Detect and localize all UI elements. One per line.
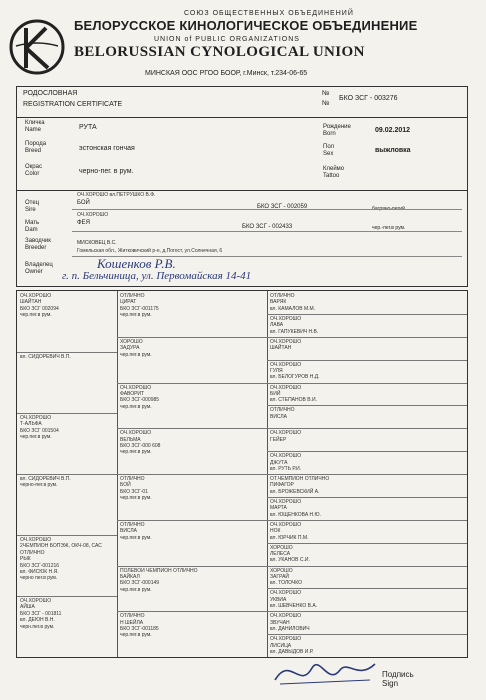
- header-line1: СОЮЗ ОБЩЕСТВЕННЫХ ОБЪЕДИНЕНИЙ: [184, 10, 354, 17]
- birth-label: Рождение Born: [323, 124, 351, 137]
- breeder-label: Заводчик Breeder: [25, 238, 51, 251]
- pedigree-cell-c1-2: [20, 415, 114, 472]
- pedigree-entry: ХОРОШО ЗАДУРА: [120, 338, 143, 352]
- pedigree-entry: ОТЛИЧНО ВИСЛА: [270, 407, 295, 420]
- pedigree-cell-c1-5: [20, 598, 114, 655]
- pedigree-cell-c1-4: [20, 537, 114, 594]
- cert-no-label: №: [322, 90, 330, 97]
- pedigree-owner: вл. ШЕВЧЕНКО В.А.: [270, 603, 318, 610]
- pedigree-owner: чер.пег.в рум.: [20, 434, 52, 441]
- header-line4: BELORUSSIAN CYNOLOGICAL UNION: [74, 44, 365, 60]
- sign-label: Подпись Sign: [382, 670, 414, 688]
- pedigree-cell-c1-3: [20, 476, 114, 533]
- pedigree-row-line: [267, 428, 467, 429]
- pedigree-cell-c2-7: [120, 613, 264, 655]
- pedigree-entry: ОТ.ЧЕМПИОН ОТЛИЧНО ПИФАГОР: [270, 476, 330, 489]
- pedigree-owner: вл. СТЕПАНОВ В.И.: [270, 397, 317, 404]
- pedigree-entry: ОЧ.ХОРОШО Т-АЛЬФА БКО ЗСГ 001504: [20, 415, 59, 434]
- breed-label: Порода Breed: [25, 141, 47, 154]
- bku-logo-icon: [8, 16, 66, 78]
- dam-number: БКО ЗСГ - 002433: [242, 224, 293, 230]
- owner-handwritten-name: Кошенков Р.В.: [97, 256, 176, 271]
- pedigree-entry: ОЧ.ХОРОШО ВЕЛЬМА БКО ЗСГ-000 608: [120, 430, 161, 450]
- pedigree-owner: вл. ЮЩЕНКОВА Н.Ю.: [270, 511, 322, 518]
- pedigree-row-line: [117, 428, 267, 429]
- pedigree-owner: вл. КАМАЛОВ М.М.: [270, 305, 316, 312]
- pedigree-cell-c3-6: [270, 430, 464, 449]
- sire-label: Отец Sire: [25, 200, 40, 213]
- pedigree-table: [16, 290, 468, 658]
- dog-sex: выжловка: [375, 147, 411, 154]
- pedigree-owner: чер.пег.в рум.: [120, 312, 152, 319]
- sire-number: БКО ЗСГ - 002059: [257, 204, 308, 210]
- pedigree-row-line: [17, 352, 117, 353]
- pedigree-cell-c3-10: [270, 522, 464, 541]
- pedigree-row-line: [117, 474, 267, 475]
- pedigree-owner: чер.пег.в рум.: [120, 632, 152, 639]
- cert-number: БКО ЗСГ - 003276: [339, 95, 398, 102]
- pedigree-owner: вл. ЮРЧИК П.М.: [270, 534, 309, 541]
- pedigree-owner: чер.пег.в рум.: [120, 586, 152, 593]
- pedigree-cell-c2-0: [120, 293, 264, 335]
- pedigree-cell-c1-0: [20, 293, 114, 350]
- name-label: Кличка Name: [25, 120, 45, 133]
- pedigree-cell-c3-0: [270, 293, 464, 312]
- pedigree-cell-c3-11: [270, 545, 464, 564]
- pedigree-row-line: [267, 451, 467, 452]
- sire-line: [72, 209, 462, 210]
- pedigree-cell-c2-3: [120, 430, 264, 472]
- pedigree-cell-c2-6: [120, 568, 264, 610]
- pedigree-cell-c2-1: [120, 339, 264, 381]
- dam-name: ФЕЯ: [77, 220, 90, 226]
- cert-title-en: REGISTRATION CERTIFICATE: [23, 101, 123, 108]
- pedigree-row-line: [17, 596, 117, 597]
- pedigree-entry: ОТЛИЧНО ВИСЛА: [120, 521, 145, 535]
- dam-note: ОЧ.ХОРОШО: [77, 212, 109, 218]
- tattoo-label: Клеймо Tattoo: [323, 166, 345, 179]
- dog-box: [16, 116, 468, 191]
- signature-icon: [270, 650, 380, 690]
- pedigree-cell-c3-12: [270, 568, 464, 587]
- cert-title-ru: РОДОСЛОВНАЯ: [23, 90, 78, 97]
- pedigree-cell-c3-13: [270, 590, 464, 609]
- pedigree-row-line: [117, 611, 267, 612]
- dog-birth: 09.02.2012: [375, 127, 411, 134]
- dam-color: чер.-пег.в рум.: [372, 225, 406, 231]
- sire-note: ОЧ.ХОРОШО вл.ПЕТРУШКО В.Ф.: [77, 192, 156, 198]
- pedigree-row-line: [17, 535, 117, 536]
- pedigree-entry: ОЧ.ХОРОШО ГУЛЯ: [270, 361, 302, 375]
- pedigree-entry: ОЧ.ХОРОШО АЙША БКО ЗСГ - 001811: [20, 598, 62, 617]
- pedigree-entry: ОТЛИЧНО БОЙ БКО ЗСГ-01: [120, 476, 148, 495]
- pedigree-row-line: [267, 360, 467, 361]
- pedigree-entry: ХОРОШО ЗАГРАЙ: [270, 567, 293, 580]
- pedigree-owner: вл. БРОЖЕВСКИЙ А.: [270, 488, 320, 495]
- pedigree-entry: ОТЛИЧНО ЦИРАТ БКО ЗСГ-001175: [120, 293, 159, 312]
- pedigree-row-line: [267, 543, 467, 544]
- pedigree-entry: ОЧ.ХОРОШО ДЖУТА: [270, 453, 302, 466]
- pedigree-entry: ОЧ.ХОРОШО ФАВОРИТ БКО ЗСГ-000985: [120, 384, 160, 404]
- pedigree-entry: ОЧ.ХОРОШО 2ЧЕМПИОН БОПЭЖ, ОКЧ-08, САС ОТЛИЧНО РЫК БКО ЗСГ-001216: [20, 537, 102, 569]
- dog-color: черно-пег. в рум.: [79, 168, 134, 175]
- pedigree-row-line: [267, 611, 467, 612]
- dog-name: РУТА: [79, 124, 97, 131]
- pedigree-entry: ХОРОШО ЛЕЛЕСА: [270, 544, 293, 558]
- pedigree-row-line: [267, 474, 467, 475]
- header-line2: БЕЛОРУССКОЕ КИНОЛОГИЧЕСКОЕ ОБЪЕДИНЕНИЕ: [74, 18, 418, 33]
- header-line3: UNION of PUBLIC ORGANIZATIONS: [154, 36, 300, 43]
- pedigree-cell-c1-1: [20, 354, 114, 411]
- pedigree-entry: ОЧ.ХОРОШО ЛАВА: [270, 315, 302, 329]
- pedigree-owner: вл. ДАНИЛОВИЧ: [270, 626, 310, 633]
- pedigree-owner: чер.пег.в рум.: [120, 495, 152, 502]
- pedigree-entry: ОЧ.ХОРОШО ЛИСИЦА: [270, 636, 302, 649]
- color-label: Окрас Color: [25, 164, 42, 177]
- pedigree-cell-c3-2: [270, 339, 464, 358]
- pedigree-row-line: [267, 634, 467, 635]
- pedigree-row-line: [267, 405, 467, 406]
- pedigree-cell-c3-7: [270, 453, 464, 472]
- pedigree-owner: вл. ГАПУКЕВИЧ Н.В.: [270, 328, 319, 335]
- dam-label: Мать Dam: [25, 220, 40, 233]
- pedigree-row-line: [267, 314, 467, 315]
- pedigree-row-line: [17, 413, 117, 414]
- breeder-address: Гомельская обл., Житковичский р-н, д.Погост, ул.Солнечная, 6: [77, 248, 223, 254]
- pedigree-row-line: [267, 337, 467, 338]
- pedigree-owner: чер.пег.в рум.: [120, 534, 152, 541]
- sire-name: БОЙ: [77, 200, 90, 206]
- pedigree-entry: ОЧ.ХОРОШО ШАЙТАН БКО ЗСГ 002094: [20, 293, 59, 312]
- breeder-name: МИСКОВЕЦ В.С.: [77, 240, 117, 246]
- pedigree-row-line: [117, 337, 267, 338]
- pedigree-cell-c2-5: [120, 522, 264, 564]
- owner-label: Владелец Owner: [25, 262, 53, 275]
- pedigree-owner: вл. ДАВЫДОВ И.Р.: [270, 648, 314, 655]
- pedigree-row-line: [117, 520, 267, 521]
- pedigree-owner: вл. ФИСЮК Н.Я. черно пег.в рум.: [20, 569, 59, 582]
- sex-label: Пол Sex: [323, 144, 335, 157]
- pedigree-entry: ОЧ.ХОРОШО БИЙ: [270, 384, 302, 397]
- pedigree-owner: вл. РУТЬ Р.И.: [270, 465, 302, 472]
- pedigree-cell-c2-2: [120, 385, 264, 427]
- certificate-box: [16, 86, 468, 118]
- owner-handwritten-address: г. п. Бельчиница, ул. Первомайская 14-41: [62, 270, 252, 282]
- dam-line: [72, 231, 462, 232]
- pedigree-row-line: [117, 566, 267, 567]
- pedigree-cell-c3-14: [270, 613, 464, 632]
- pedigree-owner: чер.пег.в рум.: [120, 403, 152, 410]
- pedigree-cell-c2-4: [120, 476, 264, 518]
- pedigree-entry: вл. СИДОРЕВИЧ В.П. черно-пег.в рум.: [20, 476, 71, 489]
- pedigree-entry: ОЧ.ХОРОШО ГЕЙЕР: [270, 430, 302, 443]
- pedigree-entry: ОЧ.ХОРОШО УКВИА: [270, 590, 302, 603]
- pedigree-entry: ОЧ.ХОРОШО МАРТА: [270, 498, 302, 512]
- pedigree-entry: ОЧ.ХОРОШО ШАЙТАН: [270, 338, 302, 352]
- pedigree-row-line: [17, 474, 117, 475]
- pedigree-cell-c3-1: [270, 316, 464, 335]
- pedigree-entry: ОЧ.ХОРОШО ЗВУЧАН: [270, 613, 302, 626]
- pedigree-entry: ОТЛИЧНО ВАРЯК: [270, 293, 295, 306]
- pedigree-row-line: [267, 497, 467, 498]
- dog-breed: эстонская гончая: [79, 145, 135, 152]
- pedigree-row-line: [117, 383, 267, 384]
- pedigree-row-line: [267, 520, 467, 521]
- pedigree-entry: ОЧ.ХОРОШО НОК: [270, 521, 302, 535]
- pedigree-owner: вл. ДЕЮН В.Н. черн.пег.в рум.: [20, 617, 55, 630]
- parents-box: [16, 190, 468, 287]
- pedigree-cell-c3-3: [270, 362, 464, 381]
- pedigree-cell-c3-8: [270, 476, 464, 495]
- pedigree-owner: чер.пег.в рум.: [20, 312, 52, 319]
- pedigree-owner: вл. ТОЛОЧКО: [270, 580, 303, 587]
- pedigree-row-line: [267, 566, 467, 567]
- pedigree-row-line: [267, 588, 467, 589]
- pedigree-owner: чер.пег.в рум.: [120, 351, 152, 358]
- sire-color: багряно-пегий: [372, 206, 405, 212]
- pedigree-cell-c3-4: [270, 385, 464, 404]
- pedigree-cell-c3-5: [270, 407, 464, 426]
- pedigree-owner: вл. БЕЛОГУРОВ Н.Д.: [270, 374, 320, 381]
- pedigree-entry: ПОЛЕВОЙ ЧЕМПИОН ОТЛИЧНО БАЙКАЛ БКО ЗСГ-000149: [120, 567, 198, 587]
- pedigree-owner: вл. УКАНОВ С.И.: [270, 557, 310, 564]
- pedigree-row-line: [267, 383, 467, 384]
- header-line5: МИНСКАЯ ООС РГОО БООР, г.Минск, т.234-06-65: [145, 70, 308, 77]
- pedigree-cell-c3-9: [270, 499, 464, 518]
- cert-no-label-2: №: [322, 100, 330, 107]
- pedigree-entry: вл. СИДОРЕВИЧ В.П.: [20, 354, 71, 360]
- pedigree-entry: ОТЛИЧНО Н ШЕЙЛА БКО ЗСГ-001185: [120, 613, 159, 633]
- pedigree-owner: чер.пег.в рум.: [120, 449, 152, 456]
